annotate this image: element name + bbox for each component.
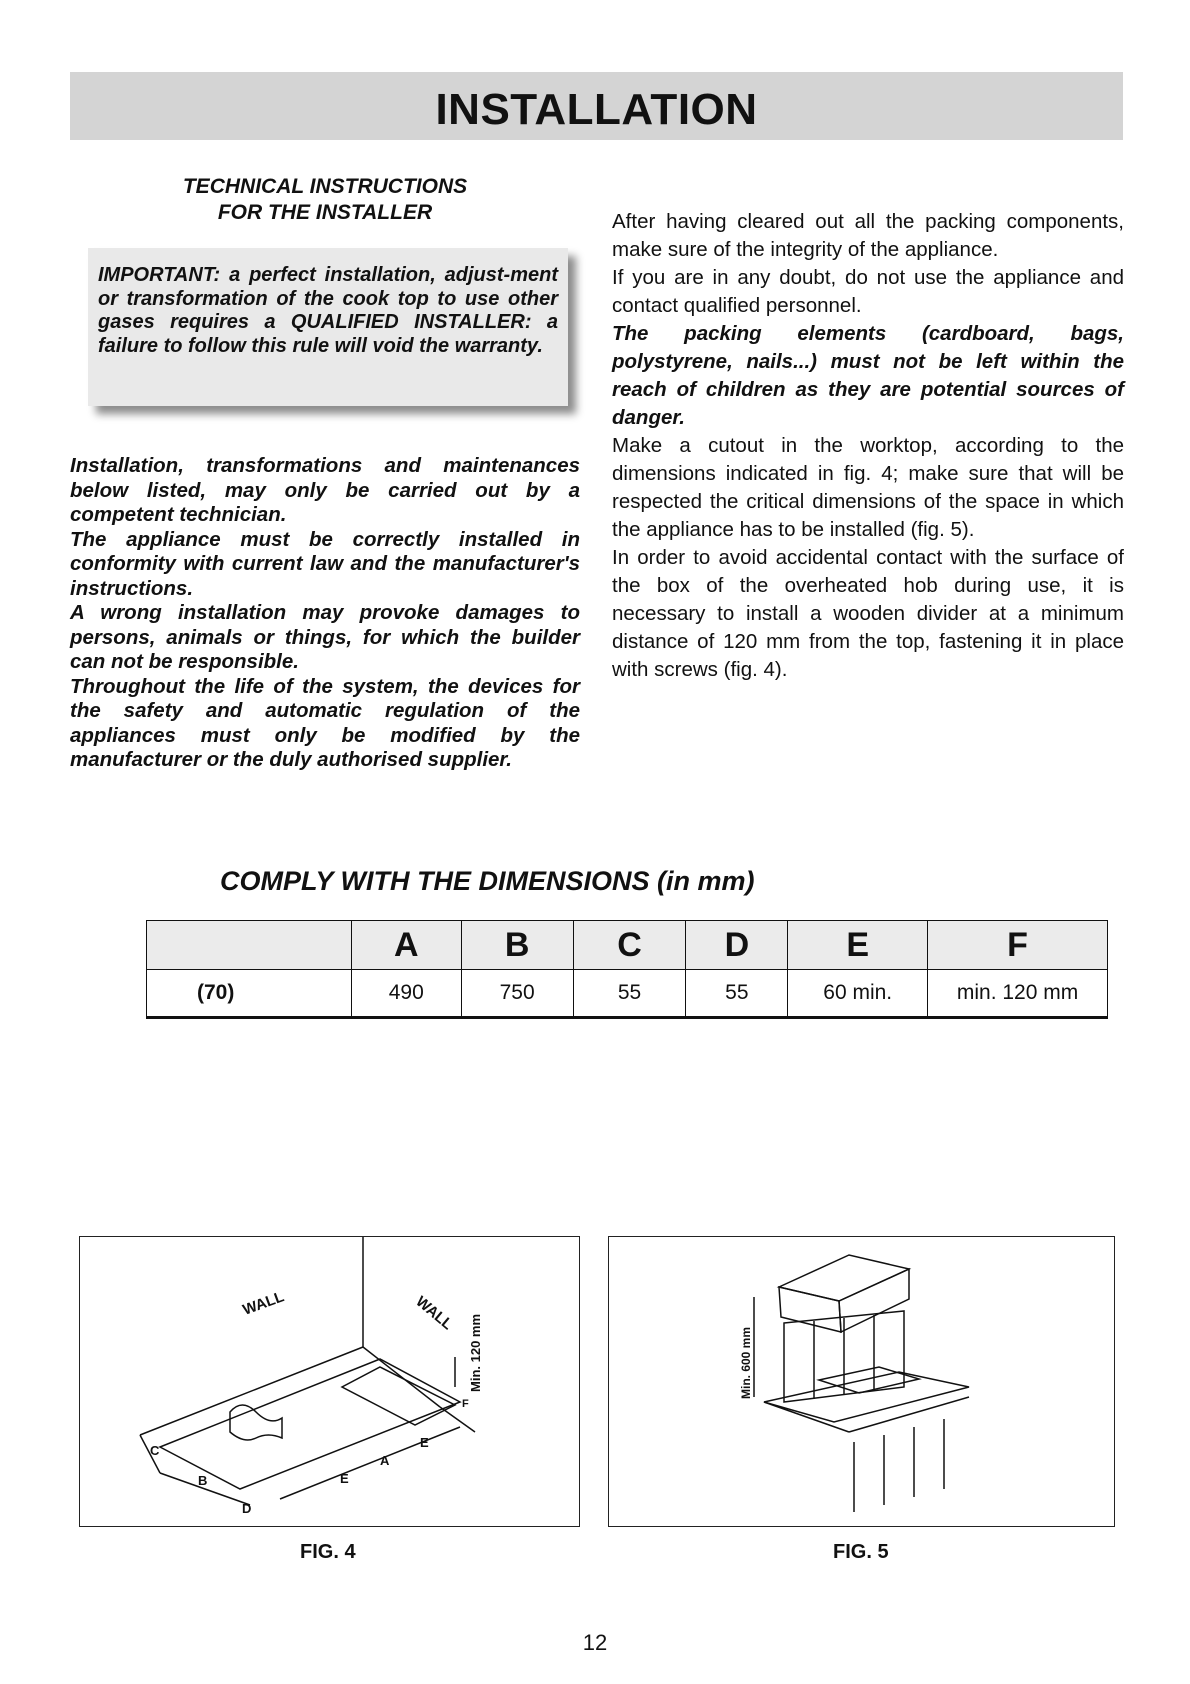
table-header-cell: F xyxy=(928,921,1108,970)
figure-5-drawing xyxy=(609,1237,1114,1526)
subtitle-line-1: TECHNICAL INSTRUCTIONS xyxy=(182,175,468,198)
subtitle-line-2: FOR THE INSTALLER xyxy=(217,201,433,224)
wall-base-right xyxy=(363,1347,440,1407)
figure-5-caption: FIG. 5 xyxy=(833,1541,889,1563)
figure-4-cutout-diagram xyxy=(79,1236,580,1527)
section-subtitle xyxy=(70,174,580,226)
wall-label-right: WALL xyxy=(412,1293,456,1334)
dimensions-title: COMPLY WITH THE DIMENSIONS (in mm) xyxy=(220,866,755,896)
important-notice-text: IMPORTANT: a perfect installation, adjust-ment or transformation of the cook top to use other gases requires a QUALIFIED INSTALLER: a failure to follow this rule will void the warranty. xyxy=(98,264,558,357)
page-number: 12 xyxy=(582,1630,608,1655)
table-header-cell: D xyxy=(686,921,788,970)
worktop-edge xyxy=(160,1359,460,1489)
title-banner xyxy=(70,72,1123,140)
dim-letter-e-right: E xyxy=(420,1435,429,1450)
right-paragraph: After having cleared out all the packing components, make sure of the integrity of the appliance. xyxy=(612,210,1124,261)
left-paragraph: Installation, transformations and maintenances below listed, may only be carried out by a competent technician. xyxy=(70,454,580,526)
left-paragraph: The appliance must be correctly installed in conformity with current law and the manufacturer's instructions. xyxy=(70,527,580,600)
right-paragraph: Make a cutout in the worktop, according to the dimensions indicated in fig. 4; make sure that will be respected the critical dimensions of the space in which the appliance has to be installed (fig. 5). xyxy=(612,434,1124,541)
worktop-section xyxy=(230,1405,282,1440)
table-header-row xyxy=(147,921,1108,970)
right-paragraph: If you are in any doubt, do not use the appliance and contact qualified personnel. xyxy=(612,266,1124,317)
table-header-cell xyxy=(147,921,352,970)
table-cell: 60 min. xyxy=(788,970,928,1018)
dim-letter-f: F xyxy=(462,1398,469,1410)
left-column-text xyxy=(70,454,580,773)
table-header-cell: A xyxy=(351,921,461,970)
table-cell: 490 xyxy=(351,970,461,1018)
dim-letter-d: D xyxy=(242,1501,252,1516)
dim-letter-a: A xyxy=(380,1453,390,1468)
table-cell: 55 xyxy=(573,970,686,1018)
hood-front xyxy=(779,1287,841,1332)
table-cell: 750 xyxy=(461,970,573,1018)
table-cell-model: (70) xyxy=(147,970,352,1018)
worktop-cutout xyxy=(342,1367,455,1425)
right-paragraph: In order to avoid accidental contact with the surface of the box of the overheated hob during use, it is necessary to install a wooden divider at a minimum distance of 120 mm from the top, fastening it in place with screws (fig. 4). xyxy=(612,546,1124,681)
wall-label-left: WALL xyxy=(240,1288,287,1319)
left-paragraph: A wrong installation may provoke damages to persons, animals or things, for which the builder can not be responsible. xyxy=(70,601,580,673)
worktop xyxy=(764,1372,969,1422)
page-title: INSTALLATION xyxy=(435,85,758,134)
dim-letter-c: C xyxy=(150,1443,160,1458)
min-120-label: Min. 120 mm xyxy=(468,1313,483,1392)
left-paragraph: Throughout the life of the system, the devices for the safety and automatic regulation of the appliances must only be modified by the manufacturer or the duly authorised supplier. xyxy=(70,674,580,771)
table-cell: min. 120 mm xyxy=(928,970,1108,1018)
important-notice-box xyxy=(88,248,568,406)
table-header-cell: E xyxy=(788,921,928,970)
packing-warning: The packing elements (cardboard, bags, polystyrene, nails...) must not be left within the reach of children as they are potential sources of danger. xyxy=(612,322,1124,429)
table-row xyxy=(147,970,1108,1018)
figure-4-drawing xyxy=(80,1237,579,1526)
table-header-cell: C xyxy=(573,921,686,970)
figure-4-caption: FIG. 4 xyxy=(300,1541,356,1563)
min-600-label: Min. 600 mm xyxy=(739,1326,753,1399)
right-column-text xyxy=(612,208,1124,684)
wall-base-left xyxy=(140,1347,363,1435)
figure-5-clearance-diagram xyxy=(608,1236,1115,1527)
dimensions-table xyxy=(146,920,1108,1019)
table-header-cell: B xyxy=(461,921,573,970)
worktop-edge-front xyxy=(764,1402,849,1432)
table-cell: 55 xyxy=(686,970,788,1018)
dim-letter-e-left: E xyxy=(340,1471,349,1486)
dim-letter-b: B xyxy=(198,1473,208,1488)
